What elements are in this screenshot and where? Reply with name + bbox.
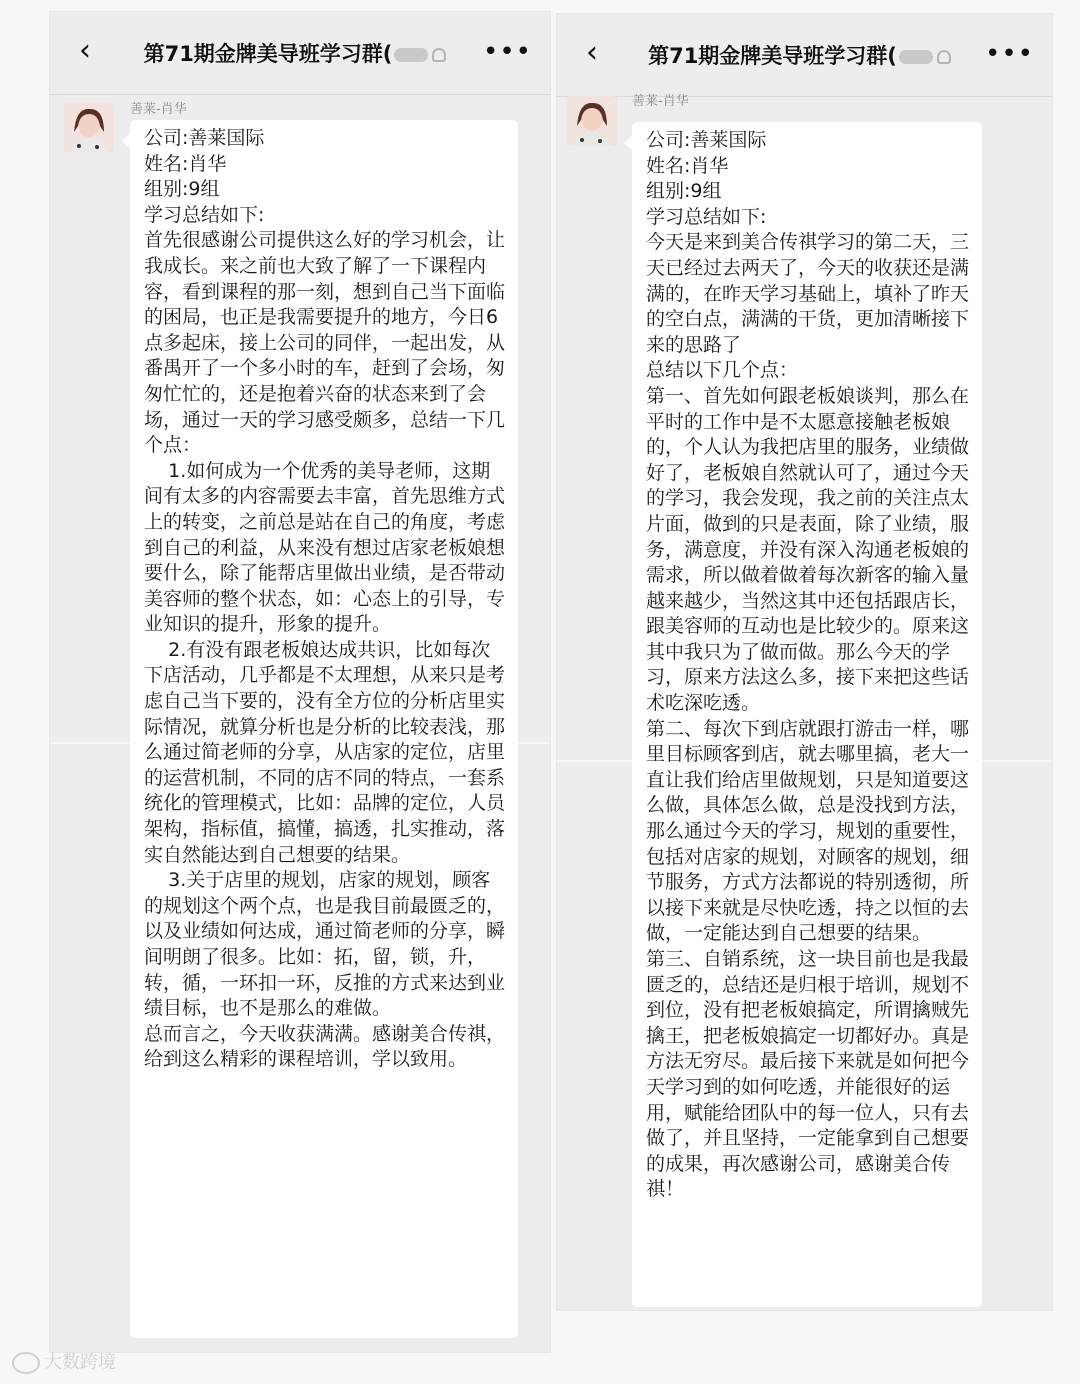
avatar[interactable] [567, 96, 617, 146]
group-name: 第71期金牌美导班学习群( [143, 42, 393, 66]
avatar[interactable] [64, 102, 114, 152]
mute-bell-icon [432, 48, 446, 62]
sender-name: 善莱-肖华 [130, 102, 187, 117]
chat-header [50, 12, 550, 95]
chat-screen-right [557, 14, 1052, 1310]
chevron-left-icon[interactable]: ‹ [586, 35, 598, 70]
sender-name: 善莱-肖华 [632, 94, 689, 109]
chat-title [617, 40, 982, 74]
blurred-member-count [899, 50, 933, 64]
watermark [12, 1348, 116, 1374]
message-bubble[interactable]: 公司:善莱国际 姓名:肖华 组别:9组 学习总结如下: 首先很感谢公司提供这么好的学习机会，让我成长。来之前也大致了解了一下课程内容，看到课程的那一刻，想到自己当下面临的困局，也正是我需要提升的地方，今日6点多起床，接上公司的同伴，一起出发，从番禺开了一个多小时的车，赶到了会场，匆匆忙忙的，还是抱着兴奋的状态来到了会场，通过一天的学习感受颇多，总结一下几个点： 1.如何成为一个优秀的美导老师，这期间有太多的内容需要去丰富，首先思维方式上的转变，之前总是站在自己的角度，考虑到自己的利益，从来没有想过店家老板娘想要什么，除了能帮店里做出业绩，是否带动美容师的整个状态，如：心态上的引导，专业知识的提升，形象的提升。 2.有没有跟老板娘达成共识，比如每次下店活动，几乎都是不太理想，从来只是考虑自己当下要的，没有全方位的分析店里实际情况，就算分析也是分析的比较表浅，那么通过简老师的分享，从店家的定位，店里的运营机制，不同的店不同的特点，一套系统化的管理模式，比如：品牌的定位，人员架构，指标值，搞懂，搞透，扎实推动，落实自然能达到自己想要的结果。 3.关于店里的规划，店家的规划，顾客的规划这个两个点，也是我目前最匮乏的，以及业绩如何达成，通过简老师的分享，瞬间明朗了很多。比如：拓，留，锁，升，转，循，一环扣一环，反推的方式来达到业绩目标，也不是那么的难做。 总而言之，今天收获满满。感谢美合传祺，给到这么精彩的课程培训，学以致用。 [130, 120, 518, 1338]
group-name: 第71期金牌美导班学习群( [648, 44, 897, 68]
message-bubble[interactable]: 公司:善莱国际 姓名:肖华 组别:9组 学习总结如下: 今天是来到美合传祺学习的第二天，三天已经过去两天了，今天的收获还是满满的，在昨天学习基础上，填补了昨天的空白点，满满的干货，更加清晰接下来的思路了 总结以下几个点： 第一、首先如何跟老板娘谈判，那么在平时的工作中是不太愿意接触老板娘的，个人认为我把店里的服务，业绩做好了，老板娘自然就认可了，通过今天的学习，我会发现，我之前的关注点太片面，做到的只是表面，除了业绩，服务，满意度，并没有深入沟通老板娘的需求，所以做着做着每次新客的输入量越来越少，当然这其中还包括跟店长，跟美容师的互动也是比较少的。原来这其中我只为了做而做。那么今天的学习，原来方法这么多，接下来把这些话术吃深吃透。 第二、每次下到店就跟打游击一样，哪里目标顾客到店，就去哪里搞，老大一直让我们给店里做规划，只是知道要这么做，具体怎么做，总是没找到方法，那么通过今天的学习，规划的重要性，包括对店家的规划，对顾客的规划，细节服务，方式方法都说的特别透彻，所以接下来就是尽快吃透，持之以恒的去做，一定能达到自己想要的结果。 第三、自销系统，这一块目前也是我最匮乏的，总结还是归根于培训，规划不到位，没有把老板娘搞定，所谓擒贼先擒王，把老板娘搞定一切都好办。真是方法无穷尽。最后接下来就是如何把今天学习到的如何吃透，并能很好的运用，赋能给团队中的每一位人，只有去做了，并且坚持，一定能拿到自己想要的成果，再次感谢公司，感谢美合传祺！ [632, 122, 982, 1307]
chevron-left-icon[interactable]: ‹ [79, 33, 91, 68]
watermark-logo-icon [12, 1352, 40, 1374]
watermark-text: 大数跨境 [44, 1352, 116, 1373]
mute-bell-icon [937, 50, 951, 64]
chat-header [557, 14, 1052, 97]
chat-title [110, 38, 480, 72]
blurred-member-count [394, 48, 428, 62]
chat-screen-left [50, 12, 550, 1352]
more-icon[interactable]: ••• [482, 37, 532, 67]
more-icon[interactable]: ••• [984, 39, 1034, 69]
